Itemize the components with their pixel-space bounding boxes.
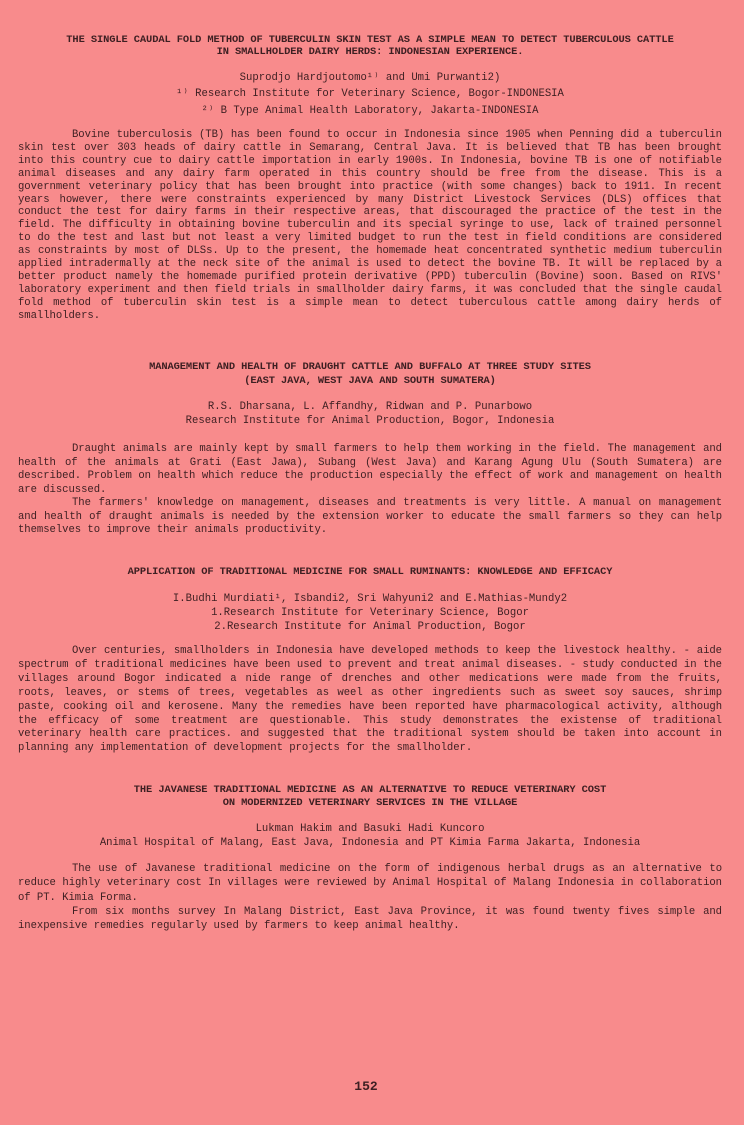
abstract-paragraph: Over centuries, smallholders in Indonesia have developed methods to keep the livestock healthy. - aide spectrum of traditional medicines have been used to prevent and treat animal diseases. - study conducted in the villages around Bogor indicated a nide range of drenches and other medications were made from the fruits, roots, leaves, or stems of trees, vegetables as weel as other ingredients such as sweet soy sauces, shrimp paste, cooking oil and kerosene. Many the remedies have been reported have pharmacological activity, although the efficacy of some treatment are questionable. This study demonstrates the existense of traditional veterinary health care practices. and suggested that the traditional system should be taken into account in planning any implementation of development projects for the smallholder. xyxy=(18,645,722,755)
abstract-traditional-medicine-ruminants xyxy=(18,566,722,756)
abstract-body xyxy=(18,443,722,538)
author-line: R.S. Dharsana, L. Affandhy, Ridwan and P. Punarbowo xyxy=(207,401,533,413)
abstract-body xyxy=(18,129,722,323)
abstract-title xyxy=(18,784,722,810)
abstract-title-line: ON MODERNIZED VETERINARY SERVICES IN THE VILLAGE xyxy=(222,797,518,809)
abstract-body xyxy=(18,645,722,756)
author-line: Suprodjo Hardjoutomo¹⁾ and Umi Purwanti2) xyxy=(239,72,501,84)
abstract-paragraph: Draught animals are mainly kept by small farmers to help them working in the field. The management and health of the animals at Grati (East Jawa), Subang (West Java) and Karang Agung Ulu (South Sumatera) are described. Problem on health which reduce the production especially the effect of work and management on health are discussed. xyxy=(18,443,722,496)
abstract-tuberculin-skin-test xyxy=(18,34,722,323)
affiliation-line: 2.Research Institute for Animal Production, Bogor xyxy=(214,621,526,633)
abstract-title-line: THE SINGLE CAUDAL FOLD METHOD OF TUBERCULIN SKIN TEST AS A SIMPLE MEAN TO DETECT TUBERCULOUS CATTLE xyxy=(66,34,674,46)
affiliation-line: ²⁾ B Type Animal Health Laboratory, Jakarta-INDONESIA xyxy=(201,105,539,117)
abstract-title-line: MANAGEMENT AND HEALTH OF DRAUGHT CATTLE AND BUFFALO AT THREE STUDY SITES xyxy=(149,361,591,373)
affiliation-line: ¹⁾ Research Institute for Veterinary Science, Bogor-INDONESIA xyxy=(176,88,564,100)
abstract-title xyxy=(18,360,722,388)
abstract-paragraph: The farmers' knowledge on management, diseases and treatments is very little. A manual on management and health of draught animals is needed by the extension worker to educate the small farmers so they can help themselves to improve their animals productivity. xyxy=(18,497,722,536)
page-number: 152 xyxy=(354,1079,378,1094)
abstract-paragraph: Bovine tuberculosis (TB) has been found to occur in Indonesia since 1905 when Penning did a tuberculin skin test over 303 heads of dairy cattle in Semarang, Central Java. It is believed that TB has been brought into this country cue to dairy cattle importation in early 1900s. In Indonesia, bovine TB is one of notifiable animal diseases and any dairy farm operated in this country should be free from the disease. This is a government veterinary policy that has been brought into practice (with some changes) back to 1911. In recent years however, there were constraints experienced by many District Livestock Services (DLS) offices that conduct the test for dairy farms in their respective areas, that discouraged the practice of the test in the field. The difficulty in obtaining bovine tuberculin and its special syringe to use, lack of trained personnel to do the test and last but not least a very limited budget to run the test in field conditions are considered as constraints by most of DLSs. Up to the present, the homemade heat concentrated synthetic medium tuberculin applied intradermally at the neck site of the animal is used to detect the bovine TB. It will be replaced by a better product namely the homemade purified protein derivative (PPD) tuberculin (Bovine) soon. Based on RIVS' laboratory experiment and then field trials in smallholder dairy farms, it was concluded that the single caudal fold method of tuberculin skin test is a simple mean to detect tuberculous cattle among dairy herds of smallholders. xyxy=(18,129,722,322)
abstract-paragraph: From six months survey In Malang District, East Java Province, it was found twenty fives simple and inexpensive remedies regularly used by farmers to keep animal healthy. xyxy=(18,905,722,933)
author-line: I.Budhi Murdiati¹, Isbandi2, Sri Wahyuni2 and E.Mathias-Mundy2 xyxy=(172,593,568,605)
abstract-title-line: THE JAVANESE TRADITIONAL MEDICINE AS AN ALTERNATIVE TO REDUCE VETERINARY COST xyxy=(133,784,607,796)
abstract-title xyxy=(18,566,722,578)
affiliation-line: Research Institute for Animal Production, Bogor, Indonesia xyxy=(185,415,555,427)
abstract-title-line: (EAST JAVA, WEST JAVA AND SOUTH SUMATERA) xyxy=(244,375,496,387)
abstract-draught-cattle xyxy=(18,360,722,538)
abstract-body xyxy=(18,862,722,933)
abstract-title-line: IN SMALLHOLDER DAIRY HERDS: INDONESIAN EXPERIENCE. xyxy=(216,46,524,58)
affiliation-line: Animal Hospital of Malang, East Java, Indonesia and PT Kimia Farma Jakarta, Indonesia xyxy=(99,837,641,849)
affiliation-line: 1.Research Institute for Veterinary Science, Bogor xyxy=(211,607,529,619)
abstract-title-line: APPLICATION OF TRADITIONAL MEDICINE FOR SMALL RUMINANTS: KNOWLEDGE AND EFFICACY xyxy=(127,566,613,578)
abstract-paragraph: The use of Javanese traditional medicine on the form of indigenous herbal drugs as an alternative to reduce highly veterinary cost In villages were reviewed by Animal Hospital of Malang Indonesia in collaboration of PT. Kimia Forma. xyxy=(18,863,722,904)
abstract-javanese-medicine xyxy=(18,784,722,933)
abstract-title xyxy=(18,34,722,58)
author-line: Lukman Hakim and Basuki Hadi Kuncoro xyxy=(255,823,485,835)
